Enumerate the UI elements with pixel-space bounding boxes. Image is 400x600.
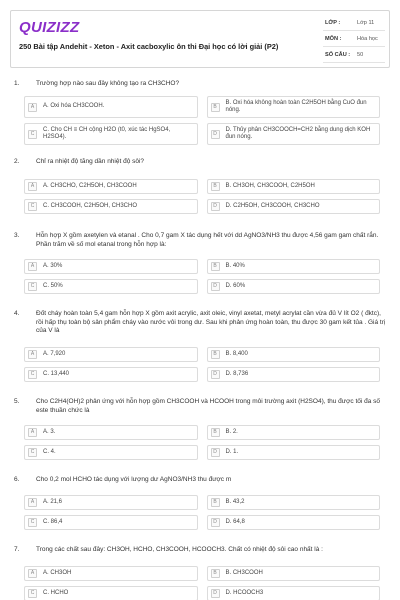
- question-text: Trường hợp nào sau đây không tạo ra CH3CHO?: [36, 80, 180, 87]
- option-b[interactable]: [207, 566, 381, 581]
- option-letter: D: [211, 589, 220, 598]
- meta-row-question-count: [323, 47, 385, 63]
- option-text: D. 1.: [225, 448, 239, 455]
- option-text: D. 60%: [225, 282, 246, 289]
- question-head: [10, 232, 390, 249]
- question-number: 5.: [14, 398, 20, 405]
- option-letter: B: [211, 428, 220, 437]
- option-letter: A: [28, 262, 37, 271]
- question-2: [10, 158, 390, 167]
- option-letter: B: [211, 182, 220, 191]
- option-text: C. 4.: [43, 448, 56, 455]
- meta-value: 50: [357, 51, 364, 58]
- option-text: A. 3.: [43, 428, 56, 435]
- option-letter: C: [28, 282, 37, 291]
- option-letter: C: [28, 370, 37, 379]
- option-c[interactable]: [24, 586, 198, 600]
- option-text: C. HCHO: [43, 589, 69, 596]
- option-text: B. CH3OH, CH3COOH, C2H5OH: [225, 182, 315, 189]
- option-letter: C: [28, 202, 37, 211]
- option-a[interactable]: [24, 347, 198, 362]
- question-number: 1.: [14, 80, 20, 87]
- option-letter: C: [28, 589, 37, 598]
- option-c[interactable]: [24, 279, 198, 294]
- option-text: D. 8,736: [225, 370, 249, 377]
- option-letter: D: [211, 282, 220, 291]
- worksheet-title: 250 Bài tập Andehit - Xeton - Axit cacboxylic ôn thi Đại học có lời giải (P2): [19, 42, 279, 51]
- meta-label: MÔN :: [325, 35, 342, 42]
- option-b[interactable]: [207, 347, 381, 362]
- option-text: B. Oxi hóa không hoàn toàn C2H5OH bằng CuO đun nóng.: [225, 99, 367, 113]
- question-4-options: [24, 347, 380, 382]
- question-number: 7.: [14, 546, 20, 553]
- question-head: [10, 158, 390, 167]
- option-text: D. 64,8: [225, 518, 245, 525]
- question-head: [10, 398, 390, 415]
- option-text: B. 8,400: [225, 350, 248, 357]
- option-letter: B: [211, 350, 220, 359]
- option-a[interactable]: [24, 495, 198, 510]
- option-text: D. HCOOCH3: [225, 589, 264, 596]
- option-text: A. 21,6: [43, 498, 63, 505]
- question-number: 6.: [14, 476, 20, 483]
- option-b[interactable]: [207, 96, 381, 118]
- question-3-options: [24, 259, 380, 294]
- option-letter: D: [211, 130, 220, 139]
- worksheet-header: [10, 10, 390, 68]
- option-a[interactable]: [24, 425, 198, 440]
- option-text: B. CH3COOH: [225, 569, 263, 576]
- option-text: B. 43,2: [225, 498, 245, 505]
- option-text: B. 2.: [225, 428, 238, 435]
- question-head: [10, 80, 390, 89]
- option-d[interactable]: [207, 445, 381, 460]
- option-letter: B: [211, 569, 220, 578]
- meta-value: Lớp 11: [357, 19, 375, 26]
- question-number: 3.: [14, 232, 20, 239]
- option-letter: A: [28, 103, 37, 112]
- option-a[interactable]: [24, 566, 198, 581]
- question-number: 2.: [14, 158, 20, 165]
- question-number: 4.: [14, 310, 20, 317]
- option-c[interactable]: [24, 367, 198, 382]
- option-letter: D: [211, 202, 220, 211]
- option-text: C. 50%: [43, 282, 63, 289]
- option-c[interactable]: [24, 199, 198, 214]
- option-c[interactable]: [24, 123, 198, 145]
- option-d[interactable]: [207, 279, 381, 294]
- meta-row-subject: [323, 31, 385, 47]
- quizizz-logo: QUIZIZZ: [19, 19, 80, 36]
- option-letter: D: [211, 518, 220, 527]
- question-5-options: [24, 425, 380, 460]
- option-text: B. 40%: [225, 262, 245, 269]
- question-4: [10, 310, 390, 336]
- meta-value: Hóa học: [357, 35, 378, 42]
- meta-row-grade: [323, 15, 385, 31]
- option-letter: B: [211, 498, 220, 507]
- option-letter: B: [211, 262, 220, 271]
- option-text: A. Oxi hóa CH3COOH.: [43, 103, 105, 110]
- question-text: Cho 0,2 mol HCHO tác dụng với lượng dư AgNO3/NH3 thu được m: [36, 476, 232, 483]
- option-d[interactable]: [207, 199, 381, 214]
- option-text: C. 13,440: [43, 370, 70, 377]
- option-letter: B: [211, 103, 220, 112]
- option-text: C. 86,4: [43, 518, 63, 525]
- option-letter: A: [28, 569, 37, 578]
- option-b[interactable]: [207, 259, 381, 274]
- question-text: Trong các chất sau đây: CH3OH, HCHO, CH3COOH, HCOOCH3. Chất có nhiệt độ sôi cao nhất là :: [36, 546, 323, 553]
- question-text: Đốt cháy hoàn toàn 5,4 gam hỗn hợp X gồm axit acrylic, axit oleic, vinyl axetat, metyl acrylat cần vừa đủ V lít O2 ( đktc), rồi hấp thụ toàn bộ sản phẩm cháy vào nước vôi trong dư. Sau khi phản ứng hoàn toàn, thu được 30 gam kết tủa . Giá trị của V là: [36, 310, 386, 334]
- question-1: [10, 80, 390, 89]
- question-5: [10, 398, 390, 415]
- option-text: A. 30%: [43, 262, 63, 269]
- option-d[interactable]: [207, 586, 381, 600]
- question-6: [10, 476, 390, 485]
- question-3: [10, 232, 390, 249]
- option-text: A. CH3CHO, C2H5OH, CH3COOH: [43, 182, 137, 189]
- option-a[interactable]: [24, 259, 198, 274]
- question-text: Hỗn hợp X gồm axetylen và etanal . Cho 0,7 gam X tác dụng hết với dd AgNO3/NH3 thu được 4,56 gam gam chất rắn. Phần trăm về số mol etanal trong hỗn hợp là:: [36, 232, 379, 248]
- option-letter: C: [28, 518, 37, 527]
- question-2-options: [24, 179, 380, 214]
- option-letter: C: [28, 448, 37, 457]
- question-1-options: [24, 96, 380, 145]
- option-letter: A: [28, 182, 37, 191]
- option-letter: A: [28, 428, 37, 437]
- question-head: [10, 546, 390, 555]
- worksheet-meta: [323, 15, 385, 63]
- meta-label: LỚP :: [325, 19, 341, 26]
- option-text: A. CH3OH: [43, 569, 72, 576]
- option-d[interactable]: [207, 515, 381, 530]
- question-head: [10, 476, 390, 485]
- option-b[interactable]: [207, 179, 381, 194]
- question-7-options: [24, 566, 380, 600]
- option-b[interactable]: [207, 495, 381, 510]
- option-d[interactable]: [207, 367, 381, 382]
- option-c[interactable]: [24, 445, 198, 460]
- option-text: D. C2H5OH, CH3COOH, CH3CHO: [225, 202, 320, 209]
- meta-label: SỐ CÂU :: [325, 51, 351, 58]
- option-text: D. Thủy phân CH3COOCH=CH2 bằng dung dịch KOH đun nóng.: [225, 126, 371, 140]
- option-letter: D: [211, 370, 220, 379]
- question-head: [10, 310, 390, 336]
- option-b[interactable]: [207, 425, 381, 440]
- question-text: Cho C2H4(OH)2 phản ứng với hỗn hợp gồm CH3COOH và HCOOH trong môi trường axit (H2SO4), thu được tối đa số este thuần chức là: [36, 398, 381, 414]
- option-a[interactable]: [24, 179, 198, 194]
- option-letter: C: [28, 130, 37, 139]
- option-text: C. CH3COOH, C2H5OH, CH3CHO: [43, 202, 138, 209]
- question-7: [10, 546, 390, 555]
- option-text: C. Cho CH ≡ CH cộng H2O (t0, xúc tác HgSO4, H2SO4).: [43, 126, 171, 140]
- option-letter: D: [211, 448, 220, 457]
- option-letter: A: [28, 350, 37, 359]
- question-6-options: [24, 495, 380, 530]
- question-text: Chỉ ra nhiệt độ tăng dần nhiệt độ sôi?: [36, 158, 145, 165]
- option-a[interactable]: [24, 96, 198, 118]
- option-text: A. 7,920: [43, 350, 66, 357]
- option-c[interactable]: [24, 515, 198, 530]
- option-d[interactable]: [207, 123, 381, 145]
- option-letter: A: [28, 498, 37, 507]
